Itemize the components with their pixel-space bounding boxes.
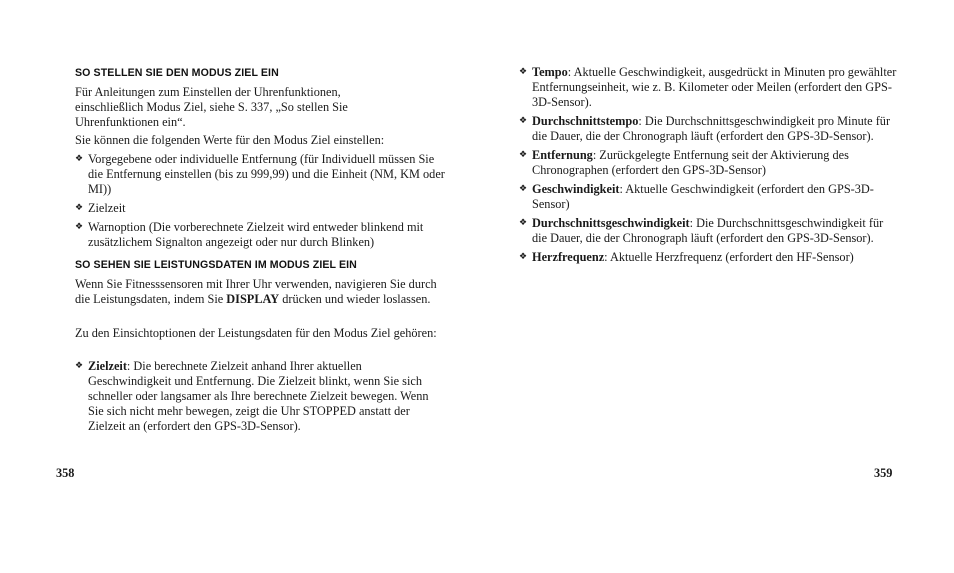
list-item xyxy=(75,220,454,250)
list-item-text: : Zurückgelegte Entfernung seit der Aktivierung des Chronographen (erfordert den GPS-3D-Sensor) xyxy=(532,148,849,177)
list-item xyxy=(75,201,453,216)
list-item-term: Zielzeit xyxy=(88,359,127,373)
list-item xyxy=(519,148,899,178)
list-item-term: Geschwindigkeit xyxy=(532,182,620,196)
diamond-bullet-icon: ❖ xyxy=(75,221,84,231)
settable-values-paragraph: Sie können die folgenden Werte für den Modus Ziel einstellen: xyxy=(75,133,385,147)
list-item-text: Zielzeit xyxy=(88,201,126,215)
list-item-term: Durchschnittstempo xyxy=(532,114,639,128)
view-options-paragraph: Zu den Einsichtoptionen der Leistungsdaten für den Modus Ziel gehören: xyxy=(75,326,437,340)
view-options-list xyxy=(75,359,447,434)
diamond-bullet-icon: ❖ xyxy=(519,183,528,193)
fitness-sensor-paragraph xyxy=(75,277,447,307)
list-item-term: Herzfrequenz xyxy=(532,250,605,264)
diamond-bullet-icon: ❖ xyxy=(75,202,84,212)
page-number-right: 359 xyxy=(874,466,893,480)
diamond-bullet-icon: ❖ xyxy=(75,153,84,163)
list-item-text: Warnoption (Die vorberechnete Zielzeit wird entweder blinkend mit zusätzlichem Signalton angezeigt oder nur durch Blinken) xyxy=(88,220,424,249)
list-item xyxy=(519,65,899,110)
list-item-text: Vorgegebene oder individuelle Entfernung (für Individuell müssen Sie die Entfernung einstellen (bis zu 999,99) und die Einheit (NM, KM oder MI)) xyxy=(88,152,445,196)
diamond-bullet-icon: ❖ xyxy=(519,115,528,125)
diamond-bullet-icon: ❖ xyxy=(519,251,528,261)
list-item-text: : Die berechnete Zielzeit anhand Ihrer aktuellen Geschwindigkeit und Entfernung. Die Zielzeit blinkt, wenn Sie sich schneller oder langsamer als Ihre berechnete Zielzeit bewegen. Wenn Sie sich nicht mehr bewegen, zeigt die Uhr STOPPED anstatt der Zielzeit an (erfordert den GPS-3D-Sensor). xyxy=(88,359,429,433)
section-heading-set-target-mode: SO STELLEN SIE DEN MODUS ZIEL EIN xyxy=(75,67,279,79)
list-item-text: : Die Durchschnittsgeschwindigkeit pro Minute für die Dauer, die der Chronograph läuft (erfordert den GPS-3D-Sensor). xyxy=(532,114,891,143)
list-item xyxy=(519,182,899,212)
list-item-term: Tempo xyxy=(532,65,568,79)
list-item xyxy=(519,114,899,144)
intro-paragraph: Für Anleitungen zum Einstellen der Uhrenfunktionen, einschließlich Modus Ziel, siehe S. 337, „So stellen Sie Uhrenfunktionen ein“. xyxy=(75,85,348,129)
list-item xyxy=(75,152,448,197)
diamond-bullet-icon: ❖ xyxy=(519,217,528,227)
list-item xyxy=(519,250,899,265)
performance-data-list xyxy=(519,65,899,265)
diamond-bullet-icon: ❖ xyxy=(75,360,84,370)
list-item-text: : Die Durchschnittsgeschwindigkeit für die Dauer, die der Chronograph läuft (erfordert den GPS-3D-Sensor). xyxy=(532,216,884,245)
list-item-term: Entfernung xyxy=(532,148,593,162)
diamond-bullet-icon: ❖ xyxy=(519,149,528,159)
display-button-name: DISPLAY xyxy=(226,292,280,306)
list-item xyxy=(75,359,447,434)
list-item-text: : Aktuelle Geschwindigkeit (erfordert den GPS-3D-Sensor) xyxy=(532,182,874,211)
diamond-bullet-icon: ❖ xyxy=(519,66,528,76)
list-item-text: : Aktuelle Herzfrequenz (erfordert den HF-Sensor) xyxy=(604,250,854,264)
settable-values-list xyxy=(75,152,453,250)
paragraph-text: Wenn Sie Fitnesssensoren mit Ihrer Uhr verwenden, navigieren Sie durch die Leistungsdaten, indem Sie xyxy=(75,277,437,306)
page-number-left: 358 xyxy=(56,466,75,480)
paragraph-text: drücken und wieder loslassen. xyxy=(279,292,431,306)
section-heading-view-performance-data: SO SEHEN SIE LEISTUNGSDATEN IM MODUS ZIEL EIN xyxy=(75,259,357,271)
list-item-text: : Aktuelle Geschwindigkeit, ausgedrückt in Minuten pro gewählter Entfernungseinheit, wie z. B. Kilometer oder Meilen (erfordert den GPS-3D-Sensor). xyxy=(532,65,897,109)
list-item xyxy=(519,216,899,246)
list-item-term: Durchschnittsgeschwindigkeit xyxy=(532,216,690,230)
